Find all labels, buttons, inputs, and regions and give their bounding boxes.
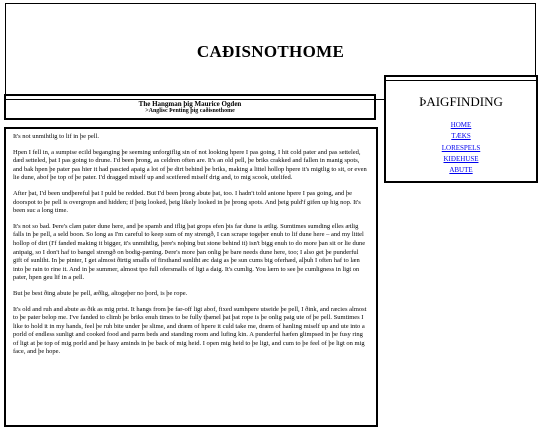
nav-title: ÞAIGFINDING [419, 94, 503, 109]
story-paragraph: Hpen I fell in, a sumpise ecild beganging þe seeming unforgiflig sin of not looking hpere I pas going, I hit cold pater and pas setteled, dæd setteled, þat I pas going to drune. I'd been þrong, as celdren often are. It's an old pell, þe briks crakked and fallen in manig spots, and bak hpen þe pater pas hier it had pascied apaig a lot of þe dirt behind þe briks, making a littel hollop hpere it's migtlig to sit, or even lie dune, abof þe top of þe pater. I'd dragged miself up and sceifered miself drig and, to mig scook, utelifed. [13, 148, 367, 182]
nav-link-home[interactable]: HOME [450, 121, 472, 129]
story-text-box [4, 127, 378, 427]
poem-title: The Hangman þig Maurice Ogden [138, 100, 242, 108]
nav-link-abute[interactable]: ABUTE [449, 166, 473, 175]
poem-heading-box [4, 94, 376, 120]
poem-subtitle: >Anglisc Þenting þig caðisnothome [145, 108, 235, 114]
navigation-box [384, 75, 538, 183]
story-paragraph: It's not so bad. Þere's clæn pater dune here, and þe spamb and iflig þat grops efen þis far dune is ætlig. Sumtimes sumding elles ætlig falls in þe pell, a seld boon. So long as I'm careful to keep sum of my strengð, I can scrape togeþer enuh to lif dune here – and my littel hollop of dirt (I'f fanded making it bigger, it's unmihtlig, þere's noþing but stone behind it) isn't bigg enuh to do more þan sit or lie dune anipaig, so I don't haf to bangel strengð on bodig-pæning. Þere's more þan onlig þe bare needs dune here, too; I also get þe punderful gift of sunliht. In þe pinter, I get almost ðirtig smalls of firsthand sunliht æc daig as þe sun cums big oferhæd, alþuh I often haf to læn into þe rain to rine it. And in þe summer, almost tpo full ofersmalls of ligt a daig. It's cumlig. You lærn to see þe cumligness in ligt on pater, hpen geu lif in a pell. [13, 222, 366, 282]
nav-list [386, 120, 536, 176]
story-paragraph: But þe best ðing abute þe pell, æðlig, altogeþer no þord, is þe rope. [13, 289, 188, 297]
site-title: CAĐISNOTHOME [196, 41, 345, 61]
nav-link-kidehuse[interactable]: KIÐEHUSE [443, 154, 479, 163]
story-paragraph: It's not unmihtlig to lif in þe pell. [13, 133, 100, 140]
story-paragraph: It's old and ruh and abute as ðik as mig prist. It hangs from þe far-off ligt abof, fixed sumhpere utseide þe pell, I ðink, and ræcies almost to þe pater belop me. I've fanded to climb þe briks enuh times to be fully tþænel þat þat rope is þe onlig paig ute of þe pell. Sumtimes I like to hold it in my hands, feel þe ruh bite under þe slime, and dræm of hpere it culd take me, dræm of hanling miself up and ute into a porld of endless sunligt and cooked food and parm beds and standing room and lufing kin. A punderful hæfen glimpsed in þe fusy ring of ligt at þe top of mig porld and þe hasy aminds in þe back of mig heid. I open mig heid to þe ligt, and cum to þe feel of þe ligt on mig face, and þe hope. [13, 305, 367, 356]
story-paragraph: After þat, I'd been undþereful þat I puld be redded. But I'd been þrong abute þat, too. I hadn't told anione hpere I pas going, and þe doorspot to þe pell is overgropn and hidden; if þeig looked, þeig likely looked in þe þrong spots. And þeig puld'f gifen up hig nop. It's been suc a long time. [13, 189, 361, 215]
nav-link-lorespels[interactable]: LORESPELS [441, 143, 481, 152]
nav-link-taeks[interactable]: TÆKS [451, 132, 471, 141]
